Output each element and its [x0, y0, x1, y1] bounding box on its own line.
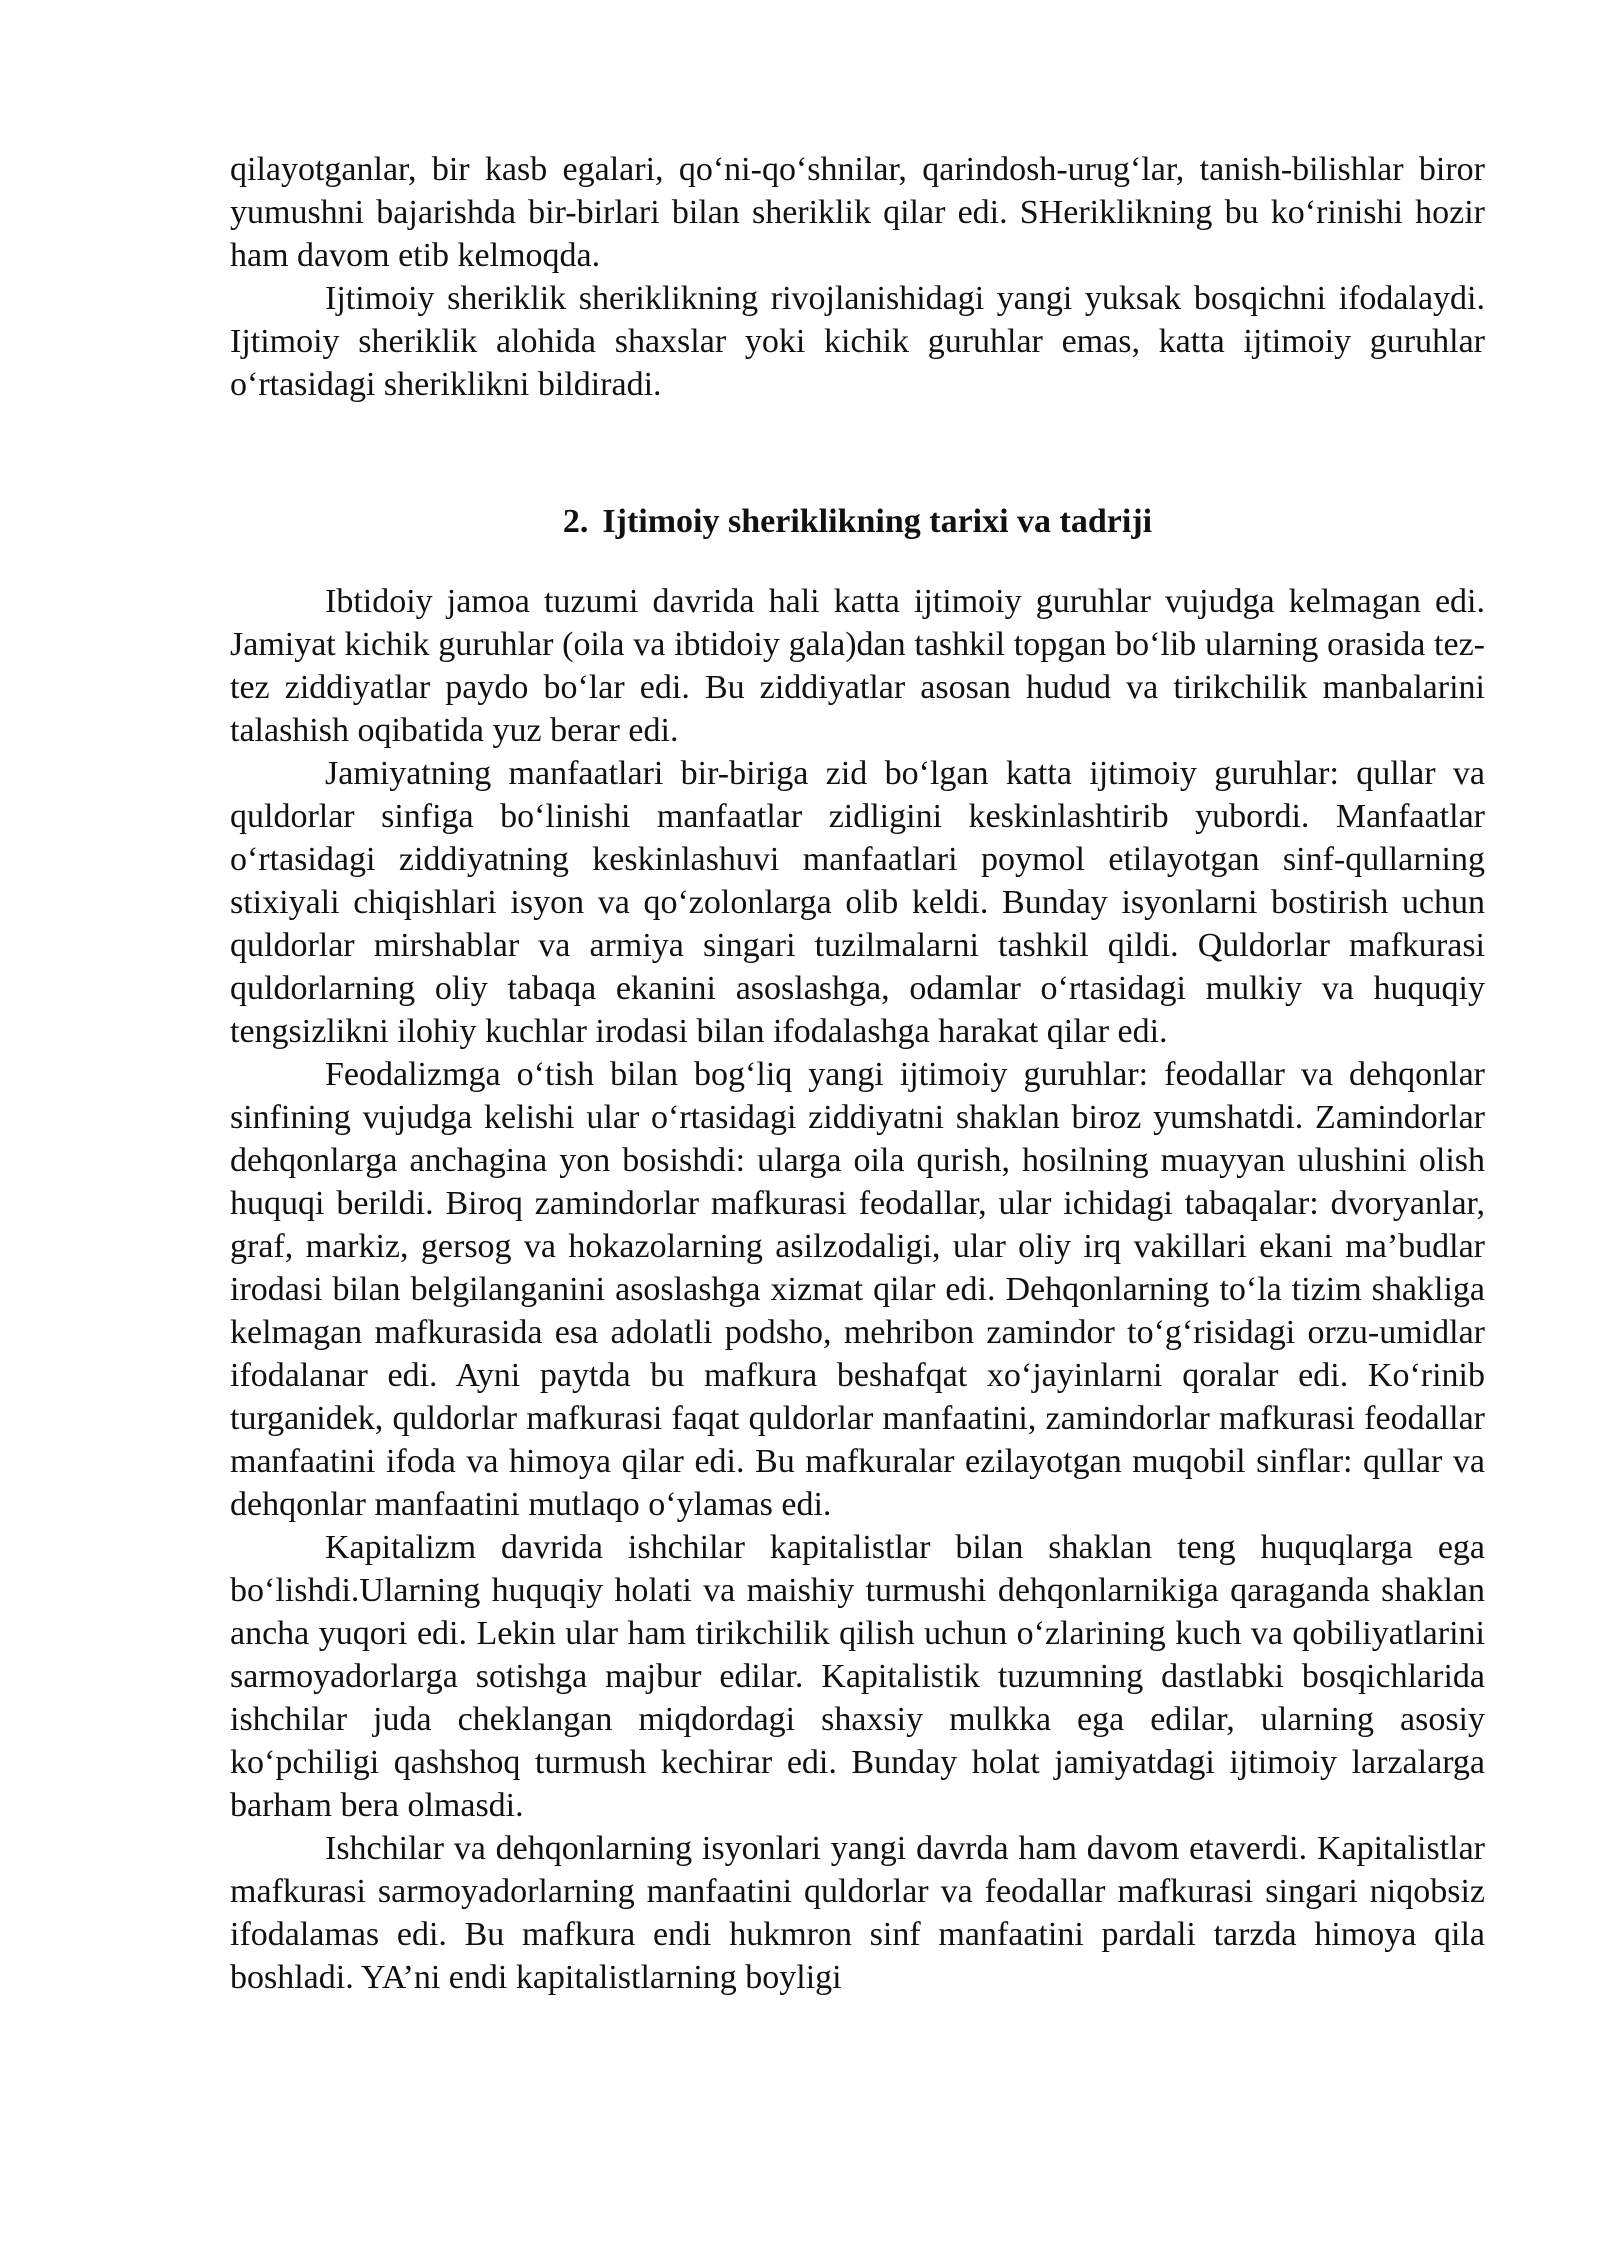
paragraph: Jamiyatning manfaatlari bir-biriga zid bo‘lgan katta ijtimoiy guruhlar: qullar va quldorlar sinfiga bo‘linishi manfaatlar zidligini keskinlashtirib yubordi. Manfaatlar o‘rtasidagi ziddiyatning keskinlashuvi manfaatlari poymol etilayotgan sinf-qullarning stixiyali chiqishlari isyon va qo‘zolonlarga olib keldi. Bunday isyonlarni bostirish uchun quldorlar mirshablar va armiya singari tuzilmalarni tashkil qildi. Quldorlar mafkurasi quldorlarning oliy tabaqa ekanini asoslashga, odamlar o‘rtasidagi mulkiy va huquqiy tengsizlikni ilohiy kuchlar irodasi bilan ifodalashga harakat qilar edi.	[230, 755, 1485, 1050]
section-heading	[230, 500, 1485, 543]
paragraph: Feodalizmga o‘tish bilan bog‘liq yangi ijtimoiy guruhlar: feodallar va dehqonlar sinfining vujudga kelishi ular o‘rtasidagi ziddiyatni shaklan biroz yumshatdi. Zamindorlar dehqonlarga anchagina yon bosishdi: ularga oila qurish, hosilning muayyan ulushini olish huquqi berildi. Biroq zamindorlar mafkurasi feodallar, ular ichidagi tabaqalar: dvoryanlar, graf, markiz, gersog va hokazolarning asilzodaligi, ular oliy irq vakillari ekani ma’budlar irodasi bilan belgilanganini asoslashga xizmat qilar edi. Dehqonlarning to‘la tizim shakliga kelmagan mafkurasida esa adolatli podsho, mehribon zamindor to‘g‘risidagi orzu-umidlar ifodalanar edi. Ayni paytda bu mafkura beshafqat xo‘jayinlarni qoralar edi. Ko‘rinib turganidek, quldorlar mafkurasi faqat quldorlar manfaatini, zamindorlar mafkurasi feodallar manfaatini ifoda va himoya qilar edi. Bu mafkuralar ezilayotgan muqobil sinflar: qullar va dehqonlar manfaatini mutlaqo o‘ylamas edi.	[230, 1056, 1485, 1523]
paragraph-continuation: qilayotganlar, bir kasb egalari, qo‘ni-qo‘shnilar, qarindosh-urug‘lar, tanish-bilishlar biror yumushni bajarishda bir-birlari bilan sheriklik qilar edi. SHeriklikning bu ko‘rinishi hozir ham davom etib kelmoqda.	[230, 151, 1485, 274]
paragraph: Ishchilar va dehqonlarning isyonlari yangi davrda ham davom etaverdi. Kapitalistlar mafkurasi sarmoyadorlarning manfaatini quldorlar va feodallar mafkurasi singari niqobsiz ifodalamas edi. Bu mafkura endi hukmron sinf manfaatini pardali tarzda himoya qila boshladi. YA’ni endi kapitalistlarning boyligi	[230, 1830, 1485, 1996]
section-number: 2.	[562, 503, 589, 540]
paragraph: Kapitalizm davrida ishchilar kapitalistlar bilan shaklan teng huquqlarga ega bo‘lishdi.Ularning huquqiy holati va maishiy turmushi dehqonlarnikiga qaraganda shaklan ancha yuqori edi. Lekin ular ham tirikchilik qilish uchun o‘zlarining kuch va qobiliyatlarini sarmoyadorlarga sotishga majbur edilar. Kapitalistik tuzumning dastlabki bosqichlarida ishchilar juda cheklangan miqdordagi shaxsiy mulkka ega edilar, ularning asosiy ko‘pchiligi qashshoq turmush kechirar edi. Bunday holat jamiyatdagi ijtimoiy larzalarga barham bera olmasdi.	[230, 1529, 1485, 1824]
section-title: Ijtimoiy sheriklikning tarixi va tadriji	[602, 503, 1153, 540]
document-page	[230, 148, 1485, 1999]
paragraph: Ibtidoiy jamoa tuzumi davrida hali katta ijtimoiy guruhlar vujudga kelmagan edi. Jamiyat kichik guruhlar (oila va ibtidoiy gala)dan tashkil topgan bo‘lib ularning orasida tez-tez ziddiyatlar paydo bo‘lar edi. Bu ziddiyatlar asosan hudud va tirikchilik manbalarini talashish oqibatida yuz berar edi.	[230, 583, 1485, 749]
paragraph: Ijtimoiy sheriklik sheriklikning rivojlanishidagi yangi yuksak bosqichni ifodalaydi. Ijtimoiy sheriklik alohida shaxslar yoki kichik guruhlar emas, katta ijtimoiy guruhlar o‘rtasidagi sheriklikni bildiradi.	[230, 280, 1485, 403]
